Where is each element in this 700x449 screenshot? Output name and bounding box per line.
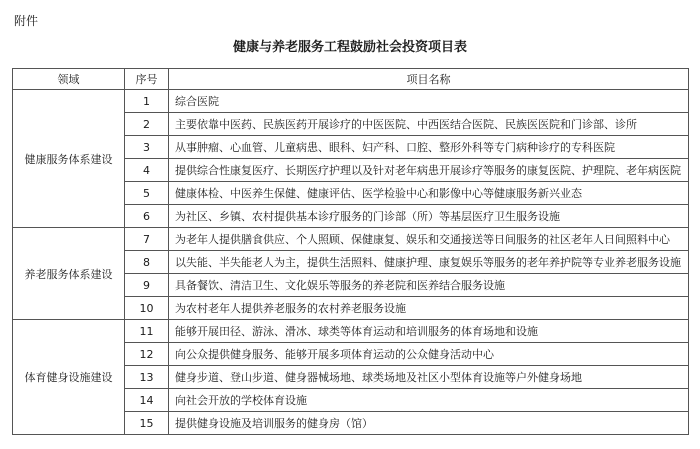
project-name: 提供综合性康复医疗、长期医疗护理以及针对老年病患开展诊疗等服务的康复医院、护理院、老年病医院 bbox=[169, 159, 689, 182]
row-number: 4 bbox=[125, 159, 169, 182]
row-number: 12 bbox=[125, 343, 169, 366]
table-row bbox=[13, 228, 689, 251]
column-header-domain: 领域 bbox=[13, 69, 125, 90]
table-header-row bbox=[13, 69, 689, 90]
row-number: 7 bbox=[125, 228, 169, 251]
row-number: 11 bbox=[125, 320, 169, 343]
domain-cell-fitness: 体育健身设施建设 bbox=[13, 320, 125, 435]
row-number: 15 bbox=[125, 412, 169, 435]
project-name: 为老年人提供膳食供应、个人照顾、保健康复、娱乐和交通接送等日间服务的社区老年人日间照料中心 bbox=[169, 228, 689, 251]
row-number: 8 bbox=[125, 251, 169, 274]
row-number: 9 bbox=[125, 274, 169, 297]
project-name: 能够开展田径、游泳、滑冰、球类等体育运动和培训服务的体育场地和设施 bbox=[169, 320, 689, 343]
row-number: 5 bbox=[125, 182, 169, 205]
project-name: 健身步道、登山步道、健身器械场地、球类场地及社区小型体育设施等户外健身场地 bbox=[169, 366, 689, 389]
row-number: 10 bbox=[125, 297, 169, 320]
domain-cell-elderly-care: 养老服务体系建设 bbox=[13, 228, 125, 320]
project-name: 健康体检、中医养生保健、健康评估、医学检验中心和影像中心等健康服务新兴业态 bbox=[169, 182, 689, 205]
domain-cell-health: 健康服务体系建设 bbox=[13, 90, 125, 228]
project-name: 为农村老年人提供养老服务的农村养老服务设施 bbox=[169, 297, 689, 320]
project-name: 为社区、乡镇、农村提供基本诊疗服务的门诊部（所）等基层医疗卫生服务设施 bbox=[169, 205, 689, 228]
column-header-project-name: 项目名称 bbox=[169, 69, 689, 90]
project-name: 向公众提供健身服务、能够开展多项体育运动的公众健身活动中心 bbox=[169, 343, 689, 366]
project-name: 综合医院 bbox=[169, 90, 689, 113]
row-number: 2 bbox=[125, 113, 169, 136]
project-name: 从事肿瘤、心血管、儿童病患、眼科、妇产科、口腔、整形外科等专门病种诊疗的专科医院 bbox=[169, 136, 689, 159]
project-name: 主要依靠中医药、民族医药开展诊疗的中医医院、中西医结合医院、民族医医院和门诊部、诊所 bbox=[169, 113, 689, 136]
row-number: 13 bbox=[125, 366, 169, 389]
row-number: 6 bbox=[125, 205, 169, 228]
page-title: 健康与养老服务工程鼓励社会投资项目表 bbox=[232, 40, 467, 55]
project-name: 向社会开放的学校体育设施 bbox=[169, 389, 689, 412]
table-row bbox=[13, 320, 689, 343]
row-number: 3 bbox=[125, 136, 169, 159]
row-number: 14 bbox=[125, 389, 169, 412]
row-number: 1 bbox=[125, 90, 169, 113]
investment-project-table bbox=[12, 68, 689, 435]
column-header-number: 序号 bbox=[125, 69, 169, 90]
project-name: 具备餐饮、清洁卫生、文化娱乐等服务的养老院和医养结合服务设施 bbox=[169, 274, 689, 297]
table-row bbox=[13, 90, 689, 113]
project-name: 提供健身设施及培训服务的健身房（馆） bbox=[169, 412, 689, 435]
project-name: 以失能、半失能老人为主，提供生活照料、健康护理、康复娱乐等服务的老年养护院等专业养老服务设施 bbox=[169, 251, 689, 274]
attachment-label: 附件 bbox=[14, 14, 39, 28]
